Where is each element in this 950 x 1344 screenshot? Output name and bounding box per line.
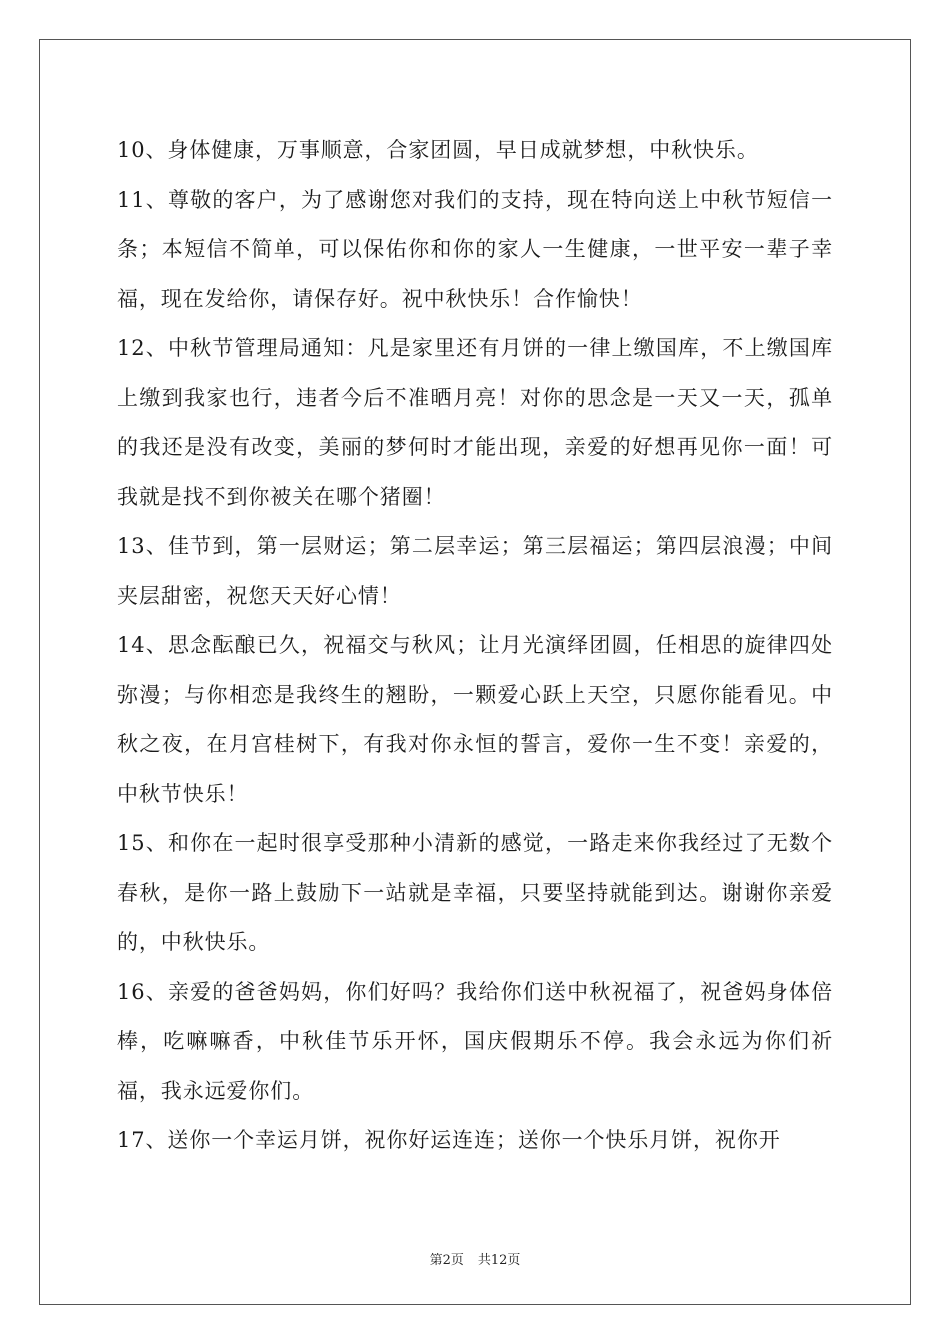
paragraph-16: 16、亲爱的爸爸妈妈，你们好吗？我给你们送中秋祝福了，祝爸妈身体倍棒，吃嘛嘛香，中秋佳节乐开怀，国庆假期乐不停。我会永远为你们祈福，我永远爱你们。 <box>117 979 833 1103</box>
page-number: 第2页 <box>429 1253 464 1268</box>
page-total: 共12页 <box>477 1253 521 1268</box>
paragraph-12: 12、中秋节管理局通知：凡是家里还有月饼的一律上缴国库，不上缴国库上缴到我家也行，违者今后不准晒月亮！对你的思念是一天又一天，孤单的我还是没有改变，美丽的梦何时才能出现，亲爱的好想再见你一面！可我就是找不到你被关在哪个猪圈！ <box>117 336 833 509</box>
page-footer <box>0 1249 950 1268</box>
paragraph-10: 10、身体健康，万事顺意，合家团圆，早日成就梦想，中秋快乐。 <box>117 138 759 162</box>
paragraph-17: 17、送你一个幸运月饼，祝你好运连连；送你一个快乐月饼，祝你开 <box>117 1128 781 1152</box>
paragraph-15: 15、和你在一起时很享受那种小清新的感觉，一路走来你我经过了无数个春秋，是你一路上鼓励下一站就是幸福，只要坚持就能到达。谢谢你亲爱的，中秋快乐。 <box>117 831 833 954</box>
document-body <box>117 126 833 1166</box>
paragraph-11: 11、尊敬的客户，为了感谢您对我们的支持，现在特向送上中秋节短信一条；本短信不简单，可以保佑你和你的家人一生健康，一世平安一辈子幸福，现在发给你，请保存好。祝中秋快乐！合作愉快！ <box>117 187 833 311</box>
paragraph-13: 13、佳节到，第一层财运；第二层幸运；第三层福运；第四层浪漫；中间夹层甜密，祝您天天好心情！ <box>117 534 833 608</box>
paragraph-14: 14、思念酝酿已久，祝福交与秋风；让月光演绎团圆，任相思的旋律四处弥漫；与你相恋是我终生的翘盼，一颗爱心跃上天空，只愿你能看见。中秋之夜，在月宫桂树下，有我对你永恒的誓言，爱你一生不变！亲爱的，中秋节快乐！ <box>117 633 833 806</box>
